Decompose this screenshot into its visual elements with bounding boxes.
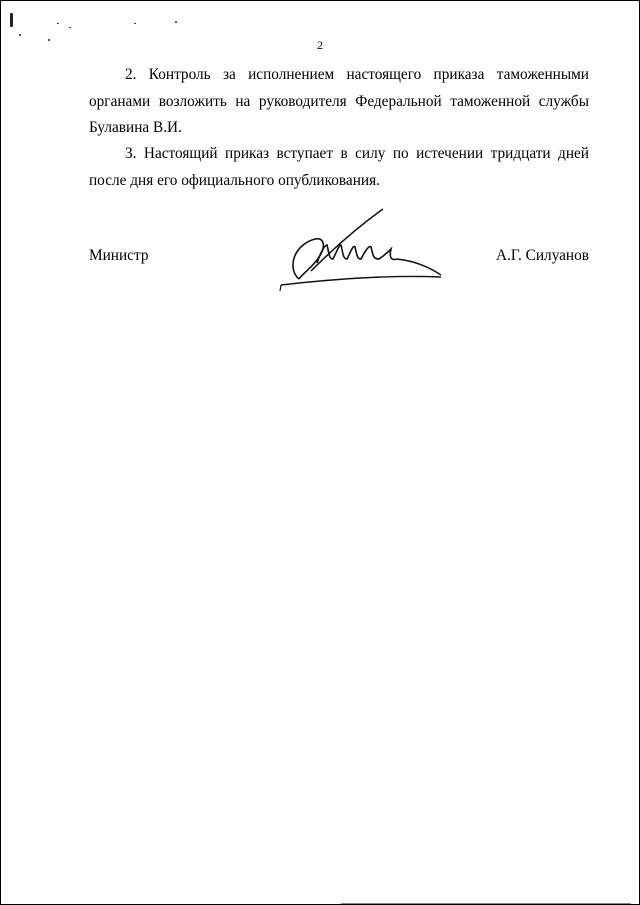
- page-number: 2: [317, 38, 323, 52]
- scan-speck: [19, 34, 21, 36]
- scan-speck: [69, 27, 71, 28]
- paragraph-2: 2. Контроль за исполнением настоящего приказа таможенными органами возложить на руководителя Федеральной таможенной службы Булавина В.И.: [89, 66, 589, 136]
- paragraph-3: 3. Настоящий приказ вступает в силу по истечении тридцати дней после дня его официального опубликования.: [89, 145, 589, 189]
- scan-speck: [10, 13, 13, 27]
- scan-speck: [57, 23, 59, 24]
- signatory-title: Министр: [89, 247, 149, 264]
- handwritten-signature: [273, 201, 453, 291]
- scan-speck: [175, 21, 177, 23]
- scan-speck: [134, 23, 136, 24]
- scan-edge-line: [341, 903, 631, 904]
- signatory-name: А.Г. Силуанов: [496, 247, 589, 264]
